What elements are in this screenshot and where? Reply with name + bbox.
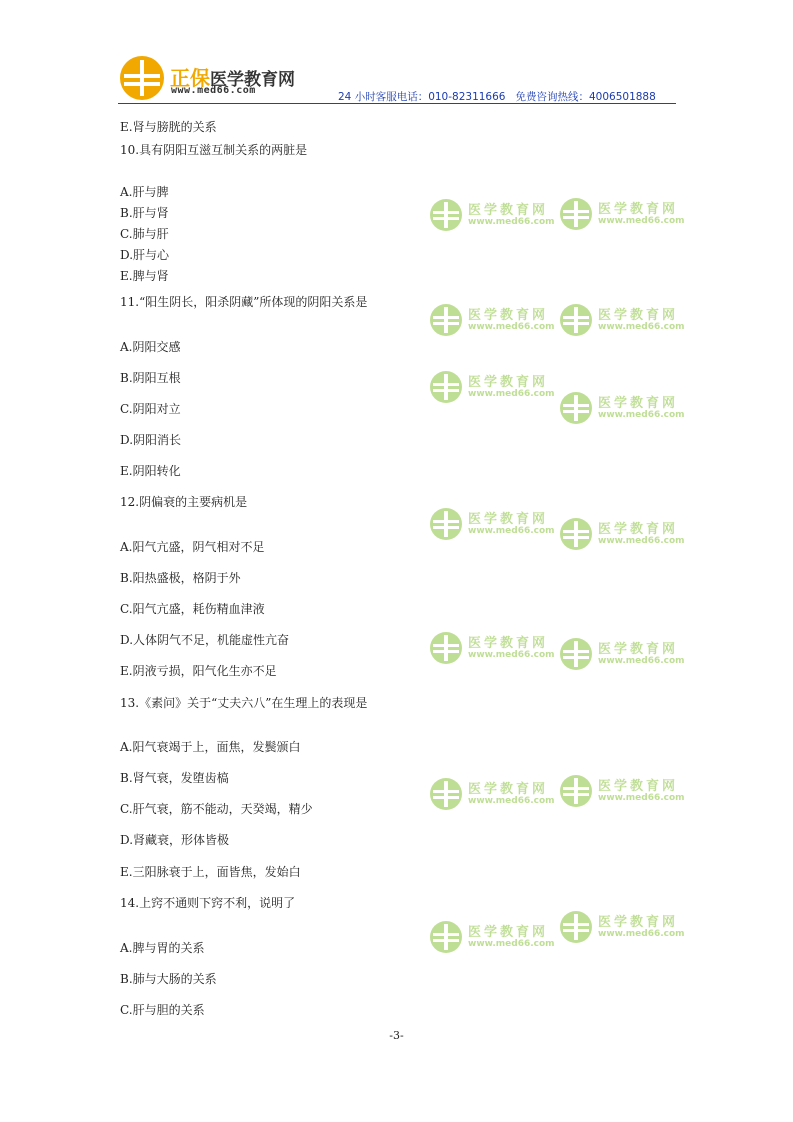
watermark-icon [560,638,592,670]
watermark-url: www.med66.com [468,526,555,536]
brand-main: 正保 [170,66,210,90]
option-text: D.肾藏衰，形体皆极 [120,833,230,847]
watermark-title: 医学教育网 [468,925,549,940]
option-text: E.肾与膀胱的关系 [120,120,217,134]
watermark-logo [430,369,555,405]
watermark-logo [430,630,555,666]
watermark-icon [560,198,592,230]
watermark-title: 医学教育网 [598,202,679,217]
option-text: E.三阳脉衰于上，面皆焦，发始白 [120,865,301,879]
logo-icon [120,56,164,100]
watermark-url: www.med66.com [598,322,685,332]
watermark-logo [560,773,685,809]
watermark-icon [430,508,462,540]
brand-sub: 医学教育网 [210,70,295,90]
watermark-title: 医学教育网 [468,782,549,797]
watermark-logo [430,919,555,955]
watermark-url: www.med66.com [468,322,555,332]
watermark-url: www.med66.com [468,217,555,227]
option-text: A.阳气亢盛，阴气相对不足 [120,540,265,554]
question-text: 11.“阳生阴长，阳杀阴藏”所体现的阴阳关系是 [120,295,368,309]
option-text: C.阴阳对立 [120,402,181,416]
option-text: B.阴阳互根 [120,371,181,385]
question-text: 10.具有阴阳互滋互制关系的两脏是 [120,143,308,157]
option-text: D.阴阳消长 [120,433,182,447]
watermark-logo [560,909,685,945]
watermark-icon [560,775,592,807]
option-text: C.肺与肝 [120,227,169,241]
watermark-url: www.med66.com [598,929,685,939]
watermark-title: 医学教育网 [598,308,679,323]
watermark-title: 医学教育网 [468,512,549,527]
watermark-url: www.med66.com [598,656,685,666]
watermark-url: www.med66.com [598,216,685,226]
watermark-title: 医学教育网 [598,522,679,537]
watermark-logo [560,302,685,338]
watermark-icon [560,518,592,550]
brand-url: www.med66.com [171,85,256,96]
option-text: B.阳热盛极，格阴于外 [120,571,241,585]
option-text: B.肺与大肠的关系 [120,972,217,986]
hotline-text: 24 小时客服电话：010-82311666 免费咨询热线：4006501888 [338,91,656,103]
watermark-icon [430,778,462,810]
watermark-icon [430,921,462,953]
watermark-logo [430,197,555,233]
question-text: 14.上窍不通则下窍不利，说明了 [120,896,296,910]
header-divider [118,103,676,104]
watermark-url: www.med66.com [468,650,555,660]
watermark-title: 医学教育网 [468,308,549,323]
watermark-title: 医学教育网 [598,396,679,411]
option-text: B.肾气衰，发堕齿槁 [120,771,229,785]
watermark-title: 医学教育网 [468,203,549,218]
watermark-logo [430,776,555,812]
watermark-logo [560,636,685,672]
watermark-title: 医学教育网 [468,375,549,390]
page-number: -3- [389,1029,404,1042]
watermark-url: www.med66.com [468,389,555,399]
watermark-title: 医学教育网 [598,642,679,657]
question-text: 12.阴偏衰的主要病机是 [120,495,248,509]
watermark-logo [560,390,685,426]
option-text: A.脾与胃的关系 [120,941,205,955]
option-text: A.肝与脾 [120,185,169,199]
watermark-logo [560,516,685,552]
watermark-icon [560,392,592,424]
watermark-url: www.med66.com [598,410,685,420]
watermark-title: 医学教育网 [598,915,679,930]
watermark-logo [560,196,685,232]
option-text: B.肝与肾 [120,206,169,220]
watermark-icon [430,199,462,231]
option-text: D.人体阴气不足，机能虚性亢奋 [120,633,290,647]
watermark-url: www.med66.com [598,793,685,803]
watermark-icon [560,304,592,336]
option-text: E.脾与肾 [120,269,169,283]
watermark-icon [430,371,462,403]
watermark-logo [430,302,555,338]
option-text: C.肝气衰，筋不能动，天癸竭，精少 [120,802,313,816]
watermark-icon [560,911,592,943]
option-text: A.阴阳交感 [120,340,181,354]
option-text: D.肝与心 [120,248,170,262]
option-text: E.阴液亏损，阳气化生亦不足 [120,664,277,678]
watermark-title: 医学教育网 [598,779,679,794]
watermark-icon [430,632,462,664]
watermark-logo [430,506,555,542]
watermark-title: 医学教育网 [468,636,549,651]
question-text: 13.《素问》关于“丈夫六八”在生理上的表现是 [120,696,368,710]
watermark-icon [430,304,462,336]
option-text: A.阳气衰竭于上，面焦，发鬓颁白 [120,740,301,754]
option-text: E.阴阳转化 [120,464,181,478]
watermark-url: www.med66.com [468,939,555,949]
option-text: C.阳气亢盛，耗伤精血津液 [120,602,265,616]
option-text: C.肝与胆的关系 [120,1003,205,1017]
watermark-url: www.med66.com [468,796,555,806]
watermark-url: www.med66.com [598,536,685,546]
